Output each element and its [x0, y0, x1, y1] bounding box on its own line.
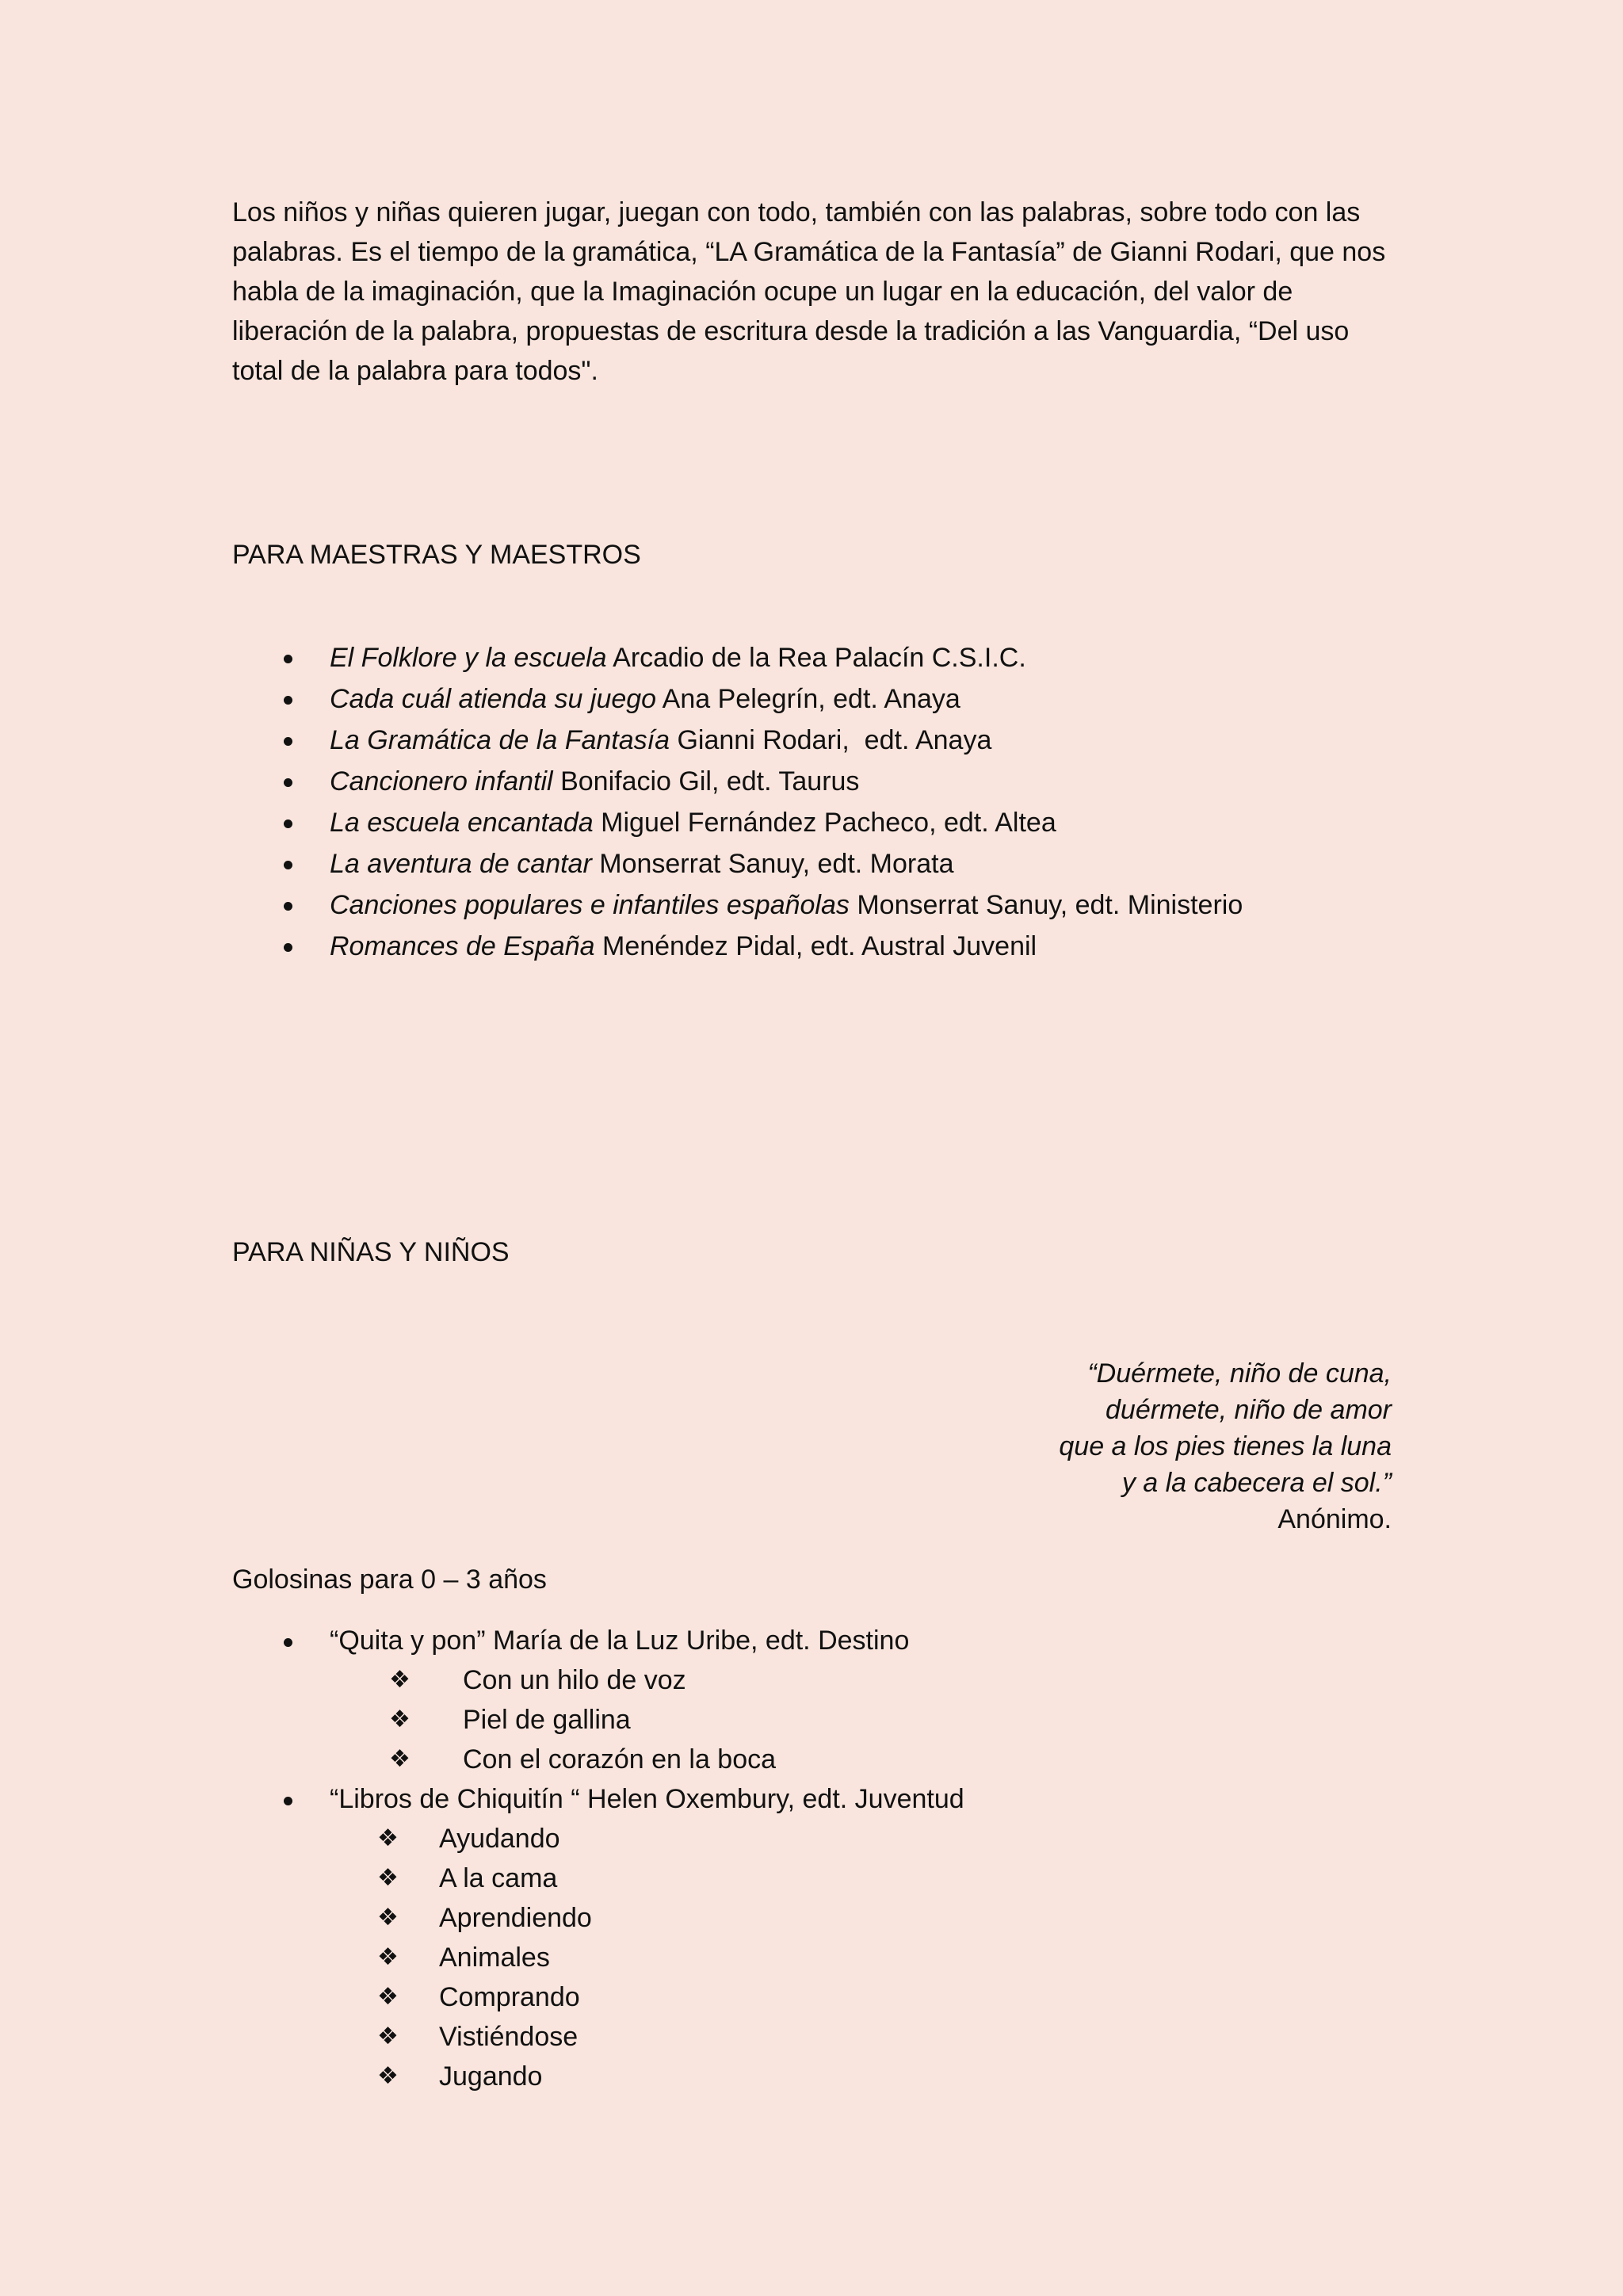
- bullet-icon: [284, 696, 292, 705]
- bullet-icon: [284, 861, 292, 869]
- book-title: La Gramática de la Fantasía: [330, 725, 670, 755]
- book-title: El Folklore y la escuela: [330, 643, 607, 673]
- book-series-label: “Quita y pon” María de la Luz Uribe, edt. Destino: [330, 1626, 910, 1656]
- age-range-heading: Golosinas para 0 – 3 años: [232, 1564, 547, 1595]
- book-title: La escuela encantada: [330, 808, 594, 838]
- sub-item-label: Comprando: [439, 1982, 580, 2012]
- sub-list-item: [377, 1938, 964, 1977]
- diamond-bullet-icon: ❖: [389, 1666, 411, 1694]
- heading-teachers: PARA MAESTRAS Y MAESTROS: [232, 540, 641, 570]
- book-details: Arcadio de la Rea Palacín C.S.I.C.: [606, 643, 1026, 673]
- list-item: [232, 926, 1243, 967]
- poem-line: “Duérmete, niño de cuna,: [1087, 1358, 1392, 1389]
- sub-list-item: [377, 2017, 964, 2057]
- sub-list-item: [389, 1740, 964, 1779]
- poem-line: y a la cabecera el sol.”: [1121, 1468, 1392, 1498]
- diamond-bullet-icon: ❖: [377, 2023, 399, 2050]
- sub-item-label: Jugando: [439, 2061, 543, 2092]
- book-details: Monserrat Sanuy, edt. Ministerio: [849, 890, 1243, 920]
- bullet-icon: [284, 819, 292, 828]
- kids-book-list: [232, 1621, 964, 2096]
- list-item: [232, 843, 1243, 884]
- intro-paragraph: Los niños y niñas quieren jugar, juegan con todo, también con las palabras, sobre todo con las palabras. Es el tiempo de la gramática, “LA Gramática de la Fantasía” de Gianni Rodari, que nos habla de la imaginación, que la Imaginación ocupe un lugar en la educación, del valor de liberación de la palabra, propuestas de escritura desde la tradición a las Vanguardia, “Del uso total de la palabra para todos".: [232, 197, 1386, 386]
- book-details: Menéndez Pidal, edt. Austral Juvenil: [594, 931, 1037, 961]
- list-item: [232, 761, 1243, 802]
- bullet-icon: [284, 1638, 292, 1647]
- bullet-icon: [284, 1797, 292, 1805]
- diamond-bullet-icon: ❖: [389, 1706, 411, 1733]
- list-item: [232, 884, 1243, 926]
- sub-list-item: [377, 1977, 964, 2017]
- book-details: Miguel Fernández Pacheco, edt. Altea: [593, 808, 1056, 838]
- sub-list-item: [377, 1819, 964, 1859]
- list-item: [232, 1779, 964, 2096]
- bullet-icon: [284, 737, 292, 746]
- diamond-bullet-icon: ❖: [377, 1824, 399, 1852]
- sub-list: [377, 1819, 964, 2096]
- bullet-icon: [284, 943, 292, 952]
- sub-item-label: Aprendiendo: [439, 1903, 592, 1933]
- diamond-bullet-icon: ❖: [377, 1904, 399, 1931]
- sub-item-label: Con un hilo de voz: [463, 1665, 686, 1695]
- book-details: Ana Pelegrín, edt. Anaya: [656, 684, 960, 714]
- list-item: [232, 802, 1243, 843]
- book-title: La aventura de cantar: [330, 849, 592, 879]
- sub-item-label: Piel de gallina: [463, 1705, 631, 1735]
- sub-item-label: Animales: [439, 1943, 550, 1973]
- poem-line: que a los pies tienes la luna: [1059, 1431, 1392, 1461]
- sub-list-item: [377, 1898, 964, 1938]
- poem-author: Anónimo.: [1277, 1504, 1392, 1534]
- poem-line: duérmete, niño de amor: [1106, 1395, 1392, 1425]
- sub-list-item: [377, 2057, 964, 2096]
- sub-item-label: Vistiéndose: [439, 2022, 579, 2052]
- sub-list-item: [389, 1700, 964, 1740]
- lullaby-poem: [1059, 1355, 1392, 1538]
- sub-item-label: Con el corazón en la boca: [463, 1744, 777, 1775]
- book-details: Gianni Rodari, edt. Anaya: [670, 725, 992, 755]
- book-title: Cancionero infantil: [330, 766, 553, 797]
- sub-list: [389, 1660, 964, 1779]
- diamond-bullet-icon: ❖: [389, 1745, 411, 1773]
- book-title: Romances de España: [330, 931, 595, 961]
- list-item: [232, 720, 1243, 761]
- sub-item-label: Ayudando: [439, 1824, 560, 1854]
- bullet-icon: [284, 902, 292, 911]
- book-series-label: “Libros de Chiquitín “ Helen Oxembury, edt. Juventud: [330, 1784, 964, 1814]
- diamond-bullet-icon: ❖: [377, 1864, 399, 1892]
- book-title: Canciones populares e infantiles españolas: [330, 890, 850, 920]
- bullet-icon: [284, 655, 292, 663]
- sub-item-label: A la cama: [439, 1863, 558, 1893]
- diamond-bullet-icon: ❖: [377, 1983, 399, 2011]
- list-item: [232, 678, 1243, 720]
- list-item: [232, 1621, 964, 1779]
- diamond-bullet-icon: ❖: [377, 1943, 399, 1971]
- book-details: Monserrat Sanuy, edt. Morata: [591, 849, 954, 879]
- sub-list-item: [377, 1859, 964, 1898]
- heading-kids: PARA NIÑAS Y NIÑOS: [232, 1237, 510, 1267]
- diamond-bullet-icon: ❖: [377, 2062, 399, 2090]
- book-title: Cada cuál atienda su juego: [330, 684, 657, 714]
- bullet-icon: [284, 778, 292, 787]
- sub-list-item: [389, 1660, 964, 1700]
- book-details: Bonifacio Gil, edt. Taurus: [552, 766, 860, 797]
- list-item: [232, 637, 1243, 678]
- teachers-book-list: [232, 637, 1243, 967]
